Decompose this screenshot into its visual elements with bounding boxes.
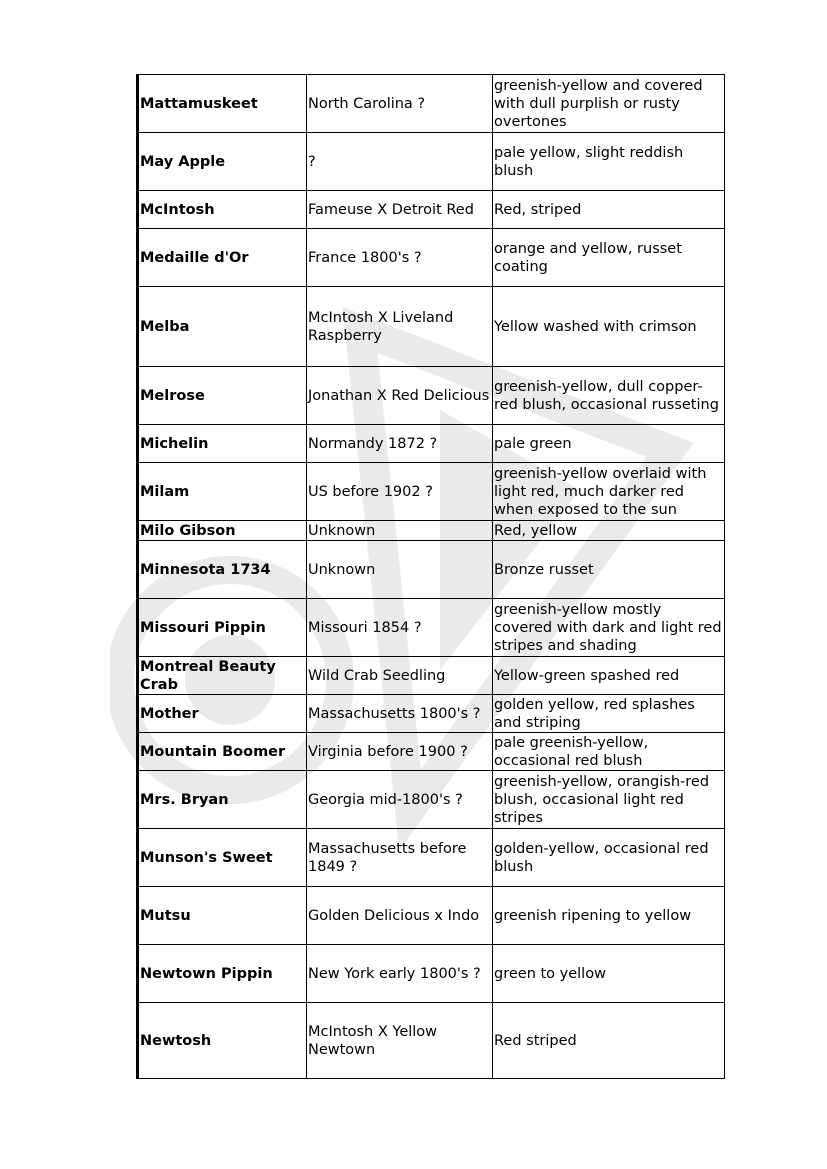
parentage-cell: Unknown — [307, 521, 493, 541]
parentage-cell: McIntosh X Liveland Raspberry — [307, 287, 493, 367]
table-row — [138, 733, 725, 771]
description-cell: orange and yellow, russet coating — [493, 229, 725, 287]
variety-name-cell: McIntosh — [138, 191, 307, 229]
parentage-cell: Massachusetts 1800's ? — [307, 695, 493, 733]
table-row — [138, 1003, 725, 1079]
description-cell: Red, striped — [493, 191, 725, 229]
description-cell: Yellow-green spashed red — [493, 657, 725, 695]
variety-name-cell: Mutsu — [138, 887, 307, 945]
table-row — [138, 367, 725, 425]
variety-name-cell: Mattamuskeet — [138, 75, 307, 133]
parentage-cell: Golden Delicious x Indo — [307, 887, 493, 945]
table-row — [138, 829, 725, 887]
parentage-cell: New York early 1800's ? — [307, 945, 493, 1003]
description-cell: greenish-yellow overlaid with light red, much darker red when exposed to the sun — [493, 463, 725, 521]
table-row — [138, 425, 725, 463]
description-cell: greenish ripening to yellow — [493, 887, 725, 945]
table-row — [138, 287, 725, 367]
table-row — [138, 229, 725, 287]
description-cell: golden-yellow, occasional red blush — [493, 829, 725, 887]
parentage-cell: Virginia before 1900 ? — [307, 733, 493, 771]
variety-name-cell: Missouri Pippin — [138, 599, 307, 657]
variety-name-cell: Newtosh — [138, 1003, 307, 1079]
description-cell: greenish-yellow mostly covered with dark and light red stripes and shading — [493, 599, 725, 657]
table-row — [138, 541, 725, 599]
parentage-cell: Fameuse X Detroit Red — [307, 191, 493, 229]
description-cell: Yellow washed with crimson — [493, 287, 725, 367]
parentage-cell: ? — [307, 133, 493, 191]
variety-name-cell: Milo Gibson — [138, 521, 307, 541]
description-cell: pale green — [493, 425, 725, 463]
parentage-cell: McIntosh X Yellow Newtown — [307, 1003, 493, 1079]
table-row — [138, 945, 725, 1003]
table-row — [138, 521, 725, 541]
parentage-cell: Massachusetts before 1849 ? — [307, 829, 493, 887]
description-cell: pale yellow, slight reddish blush — [493, 133, 725, 191]
table-row — [138, 191, 725, 229]
description-cell: greenish-yellow, orangish-red blush, occasional light red stripes — [493, 771, 725, 829]
parentage-cell: Missouri 1854 ? — [307, 599, 493, 657]
variety-name-cell: Munson's Sweet — [138, 829, 307, 887]
parentage-cell: Georgia mid-1800's ? — [307, 771, 493, 829]
parentage-cell: Unknown — [307, 541, 493, 599]
parentage-cell: Jonathan X Red Delicious — [307, 367, 493, 425]
variety-name-cell: Minnesota 1734 — [138, 541, 307, 599]
description-cell: golden yellow, red splashes and striping — [493, 695, 725, 733]
variety-name-cell: May Apple — [138, 133, 307, 191]
table-row — [138, 599, 725, 657]
variety-name-cell: Melba — [138, 287, 307, 367]
parentage-cell: North Carolina ? — [307, 75, 493, 133]
table-row — [138, 695, 725, 733]
variety-name-cell: Michelin — [138, 425, 307, 463]
table-row — [138, 887, 725, 945]
parentage-cell: US before 1902 ? — [307, 463, 493, 521]
table-row — [138, 75, 725, 133]
variety-name-cell: Medaille d'Or — [138, 229, 307, 287]
apple-varieties-table — [136, 74, 725, 1079]
description-cell: Red striped — [493, 1003, 725, 1079]
variety-name-cell: Mrs. Bryan — [138, 771, 307, 829]
description-cell: pale greenish-yellow, occasional red blush — [493, 733, 725, 771]
variety-name-cell: Mother — [138, 695, 307, 733]
description-cell: Bronze russet — [493, 541, 725, 599]
variety-name-cell: Montreal Beauty Crab — [138, 657, 307, 695]
variety-name-cell: Melrose — [138, 367, 307, 425]
variety-name-cell: Mountain Boomer — [138, 733, 307, 771]
table-row — [138, 133, 725, 191]
description-cell: green to yellow — [493, 945, 725, 1003]
description-cell: Red, yellow — [493, 521, 725, 541]
variety-name-cell: Milam — [138, 463, 307, 521]
parentage-cell: Normandy 1872 ? — [307, 425, 493, 463]
description-cell: greenish-yellow and covered with dull purplish or rusty overtones — [493, 75, 725, 133]
parentage-cell: Wild Crab Seedling — [307, 657, 493, 695]
table-row — [138, 463, 725, 521]
table-row — [138, 771, 725, 829]
table-row — [138, 657, 725, 695]
variety-name-cell: Newtown Pippin — [138, 945, 307, 1003]
parentage-cell: France 1800's ? — [307, 229, 493, 287]
description-cell: greenish-yellow, dull copper-red blush, occasional russeting — [493, 367, 725, 425]
